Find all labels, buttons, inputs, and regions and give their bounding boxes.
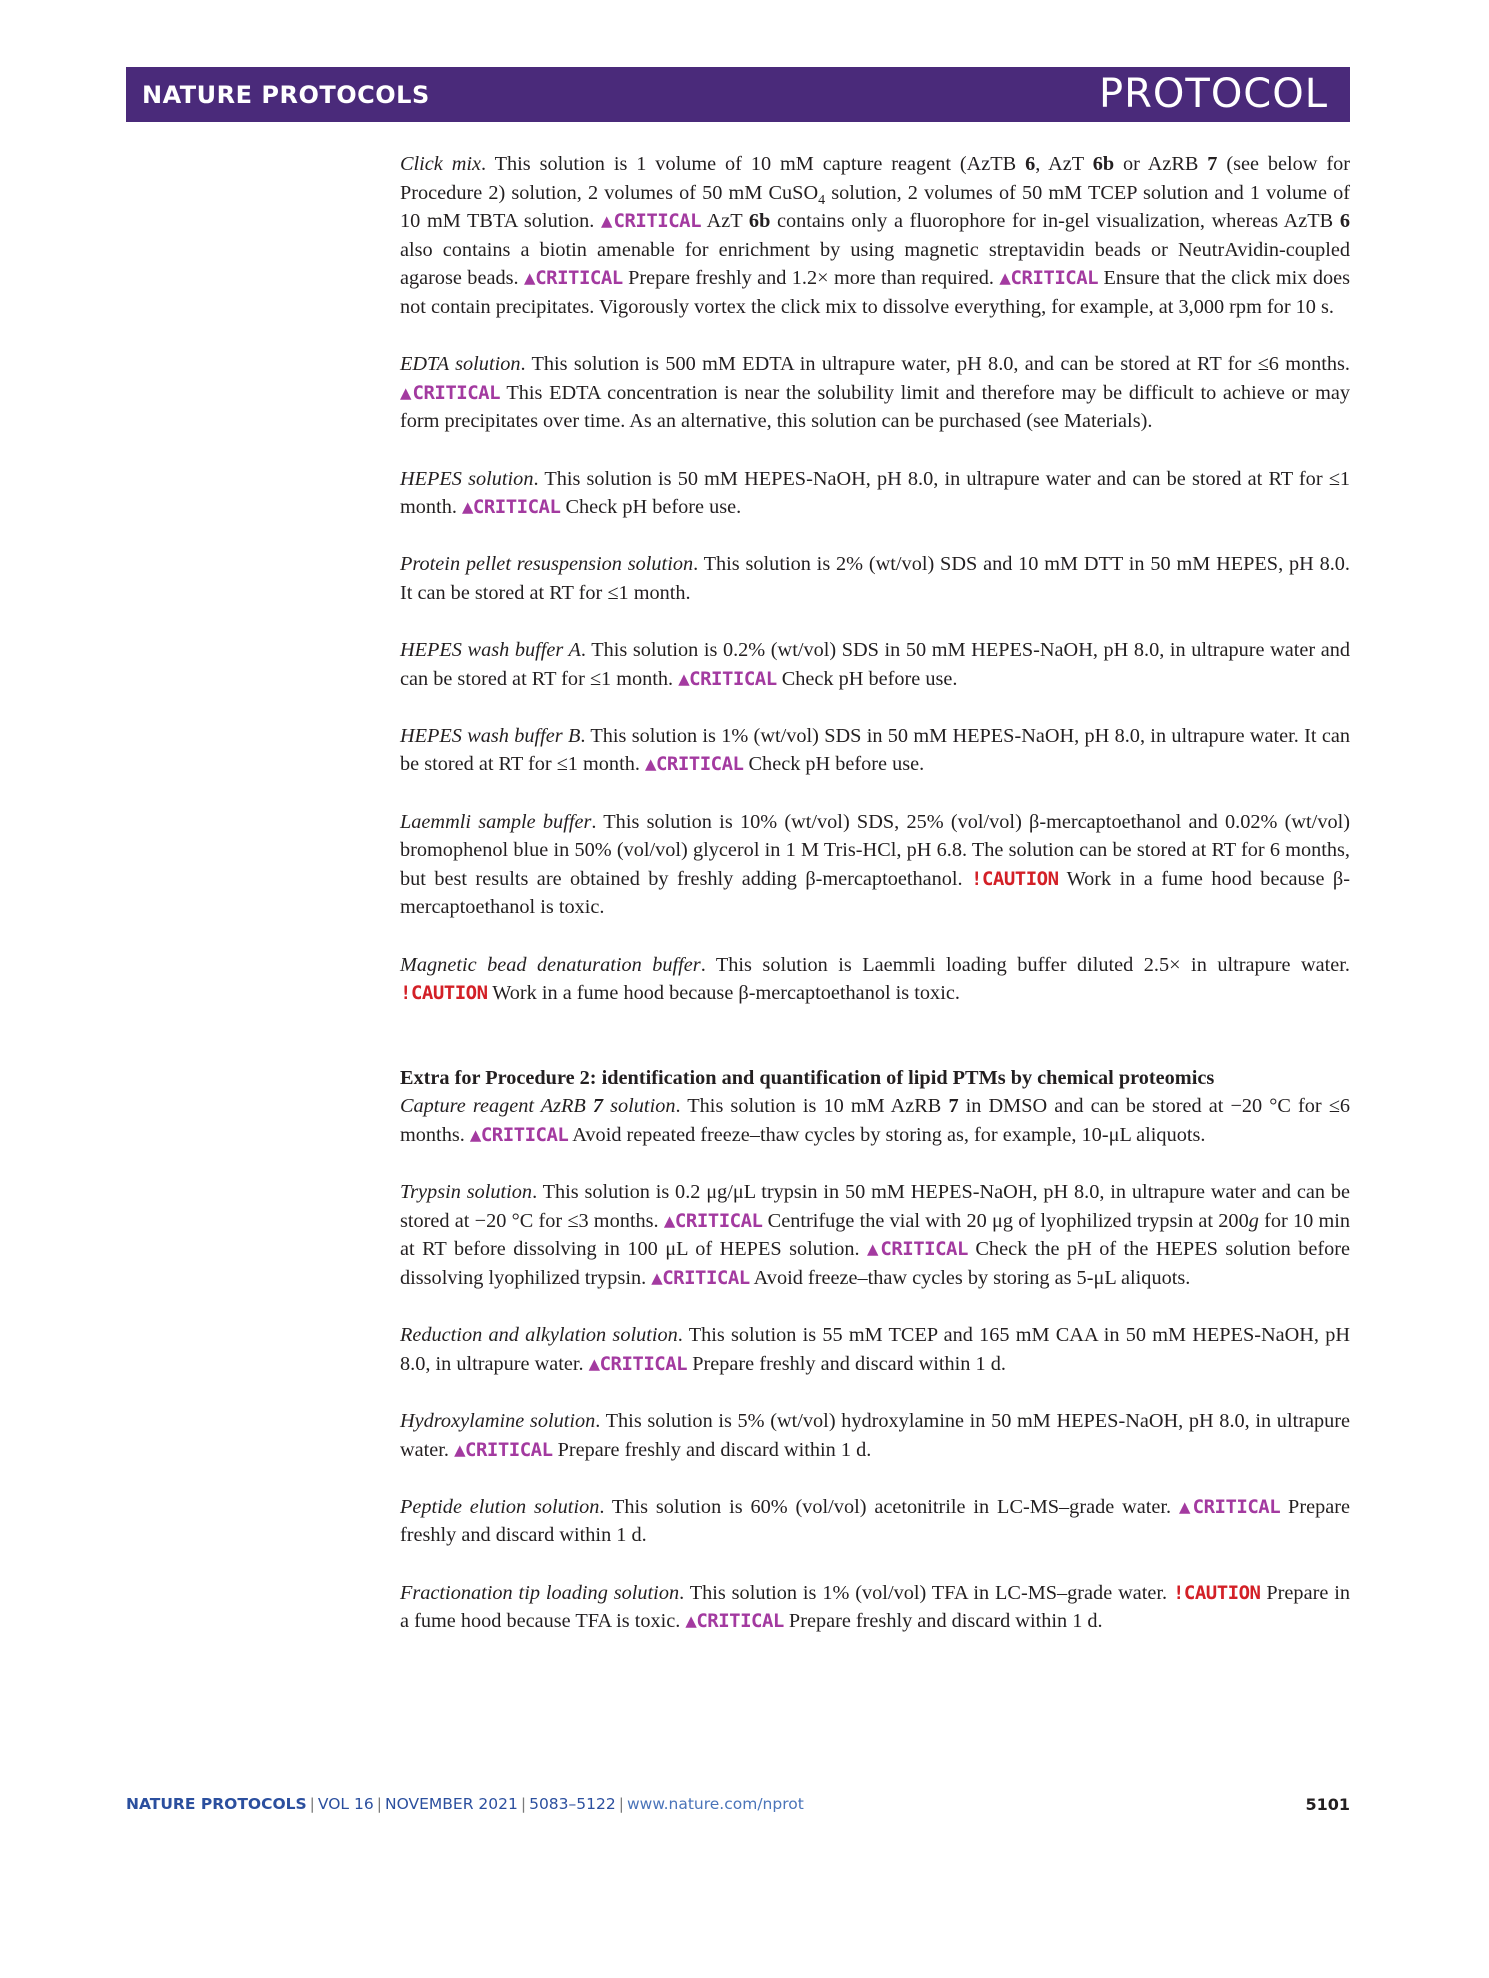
- entry-trypsin-solution: Trypsin solution. This solution is 0.2 μg/μL trypsin in 50 mM HEPES-NaOH, pH 8.0, in ultrapure water and can be stored at −20 °C for ≤3 months. ▲CRITICAL Centrifuge the vial with 20 μg of lyophilized trypsin at 200g for 10 min at RT before dissolving in 100 μL of HEPES solution. ▲CRITICAL Check the pH of the HEPES solution before dissolving lyophilized trypsin. ▲CRITICAL Avoid freeze–thaw cycles by storing as 5-μL aliquots.: [400, 1181, 1351, 1289]
- entry-hydroxylamine-solution: Hydroxylamine solution. This solution is 5% (wt/vol) hydroxylamine in 50 mM HEPES-NaOH, pH 8.0, in ultrapure water. ▲CRITICAL Prepare freshly and discard within 1 d.: [400, 1409, 1351, 1461]
- entry-laemmli-sample-buffer: Laemmli sample buffer. This solution is 10% (wt/vol) SDS, 25% (vol/vol) β-mercaptoethanol and 0.02% (wt/vol) bromophenol blue in 50% (vol/vol) glycerol in 1 M Tris-HCl, pH 6.8. The solution can be stored at RT for 6 months, but best results are obtained by freshly adding β-mercaptoethanol. !CAUTION Work in a fume hood because β-mercaptoethanol is toxic.: [400, 810, 1350, 919]
- entry-term: Trypsin solution: [400, 1181, 533, 1204]
- footer-url-link[interactable]: www.nature.com/nprot: [626, 1795, 804, 1813]
- entry-term: Peptide elution solution: [400, 1495, 600, 1518]
- critical-tag: ▲CRITICAL: [601, 210, 702, 233]
- critical-tag: ▲CRITICAL: [867, 1238, 968, 1261]
- entry-term: Fractionation tip loading solution: [400, 1581, 680, 1604]
- critical-tag: ▲CRITICAL: [651, 1266, 750, 1289]
- critical-tag: ▲CRITICAL: [685, 1610, 784, 1633]
- article-type: PROTOCOL: [1098, 71, 1328, 117]
- section-heading: Extra for Procedure 2: identification and quantification of lipid PTMs by chemical proteomics: [400, 1066, 1215, 1089]
- entry-hepes-solution: HEPES solution. This solution is 50 mM HEPES-NaOH, pH 8.0, in ultrapure water and can be stored at RT for ≤1 month. ▲CRITICAL Check pH before use.: [400, 467, 1350, 519]
- reagent-setup-text: [400, 150, 1350, 1664]
- footer-separator: |: [309, 1795, 315, 1813]
- entry-hepes-wash-buffer-a: HEPES wash buffer A. This solution is 0.2% (wt/vol) SDS in 50 mM HEPES-NaOH, pH 8.0, in ultrapure water and can be stored at RT for ≤1 month. ▲CRITICAL Check pH before use.: [400, 639, 1351, 690]
- footer-separator: |: [618, 1795, 624, 1813]
- entry-term: EDTA solution: [400, 353, 521, 376]
- footer-journal: NATURE PROTOCOLS: [126, 1795, 307, 1813]
- caution-tag: !CAUTION: [1172, 1581, 1261, 1604]
- footer-separator: |: [376, 1795, 382, 1813]
- entry-fractionation-tip-loading-solution: Fractionation tip loading solution. This solution is 1% (vol/vol) TFA in LC-MS–grade water. !CAUTION Prepare in a fume hood because TFA is toxic. ▲CRITICAL Prepare freshly and discard within 1 d.: [400, 1581, 1351, 1633]
- entry-click-mix: Click mix. This solution is 1 volume of 10 mM capture reagent (AzTB 6, AzT 6b or AzRB 7 (see below for Procedure 2) solution, 2 volumes of 50 mM CuSO$_4$ solution, 2 volumes of 50 mM TCEP solution and 1 volume of 10 mM TBTA solution. ▲CRITICAL AzT 6b contains only a fluorophore for in-gel visualization, whereas AzTB 6 also contains a biotin amenable for enrichment by using magnetic streptavidin beads or NeutrAvidin-coupled agarose beads. ▲CRITICAL Prepare freshly and 1.2× more than required. ▲CRITICAL Ensure that the click mix does not contain precipitates. Vigorously vortex the click mix to dissolve everything, for example, at 3,000 rpm for 10 s.: [400, 153, 1351, 318]
- caution-tag: !CAUTION: [971, 867, 1059, 890]
- entry-edta-solution: EDTA solution. This solution is 500 mM EDTA in ultrapure water, pH 8.0, and can be stored at RT for ≤6 months. ▲CRITICAL This EDTA concentration is near the solubility limit and therefore may be difficult to achieve or may form precipitates over time. As an alternative, this solution can be purchased (see Materials).: [400, 353, 1351, 433]
- critical-tag: ▲CRITICAL: [588, 1352, 688, 1375]
- critical-tag: ▲CRITICAL: [400, 381, 501, 404]
- page-number: 5101: [1305, 1795, 1350, 1814]
- footer-date: NOVEMBER 2021: [384, 1795, 518, 1813]
- entry-protein-pellet-resuspension: Protein pellet resuspension solution. This solution is 2% (wt/vol) SDS and 10 mM DTT in 50 mM HEPES, pH 8.0. It can be stored at RT for ≤1 month.: [400, 553, 1350, 604]
- footer-separator: |: [520, 1795, 527, 1813]
- critical-tag: ▲CRITICAL: [461, 496, 561, 519]
- page-footer: [126, 1795, 1350, 1819]
- caution-tag: !CAUTION: [400, 982, 488, 1005]
- critical-tag: ▲CRITICAL: [678, 667, 777, 690]
- journal-header-bar: [126, 67, 1350, 122]
- entry-term: Protein pellet resuspension solution: [400, 553, 694, 576]
- journal-name: NATURE PROTOCOLS: [142, 81, 430, 109]
- footer-volume: VOL 16: [317, 1795, 374, 1813]
- entry-capture-reagent-azrb: Extra for Procedure 2: identification and quantification of lipid PTMs by chemical proteomics Capture reagent AzRB 7 solution. This solution is 10 mM AzRB 7 in DMSO and can be stored at −20 °C for ≤6 months. ▲CRITICAL Avoid repeated freeze–thaw cycles by storing as, for example, 10-μL aliquots.: [400, 1064, 1350, 1150]
- entry-term: HEPES wash buffer B: [400, 724, 581, 747]
- critical-tag: ▲CRITICAL: [645, 753, 744, 776]
- entry-hepes-wash-buffer-b: HEPES wash buffer B. This solution is 1% (wt/vol) SDS in 50 mM HEPES-NaOH, pH 8.0, in ultrapure water. It can be stored at RT for ≤1 month. ▲CRITICAL Check pH before use.: [400, 724, 1351, 776]
- entry-term: Magnetic bead denaturation buffer: [400, 953, 701, 976]
- critical-tag: ▲CRITICAL: [469, 1124, 569, 1146]
- critical-tag: ▲CRITICAL: [523, 267, 623, 290]
- entry-term: Laemmli sample buffer: [400, 810, 592, 833]
- entry-term: Capture reagent AzRB 7 solution: [400, 1095, 676, 1118]
- critical-tag: ▲CRITICAL: [663, 1209, 763, 1232]
- entry-peptide-elution-solution: Peptide elution solution. This solution is 60% (vol/vol) acetonitrile in LC-MS–grade water. ▲CRITICAL Prepare freshly and discard within 1 d.: [400, 1495, 1350, 1547]
- entry-reduction-alkylation-solution: Reduction and alkylation solution. This solution is 55 mM TCEP and 165 mM CAA in 50 mM HEPES-NaOH, pH 8.0, in ultrapure water. ▲CRITICAL Prepare freshly and discard within 1 d.: [400, 1324, 1350, 1375]
- critical-tag: ▲CRITICAL: [1178, 1495, 1281, 1518]
- critical-tag: ▲CRITICAL: [999, 267, 1099, 290]
- critical-tag: ▲CRITICAL: [454, 1438, 553, 1461]
- footer-pages: 5083–5122: [529, 1795, 616, 1813]
- entry-term: HEPES solution: [400, 467, 534, 490]
- entry-magnetic-bead-denaturation-buffer: Magnetic bead denaturation buffer. This solution is Laemmli loading buffer diluted 2.5× in ultrapure water. !CAUTION Work in a fume hood because β-mercaptoethanol is toxic.: [400, 953, 1351, 1005]
- entry-term: Reduction and alkylation solution: [400, 1324, 678, 1347]
- entry-term: Click mix: [400, 153, 481, 175]
- entry-term: HEPES wash buffer A: [400, 639, 581, 662]
- entry-term: Hydroxylamine solution: [400, 1409, 596, 1432]
